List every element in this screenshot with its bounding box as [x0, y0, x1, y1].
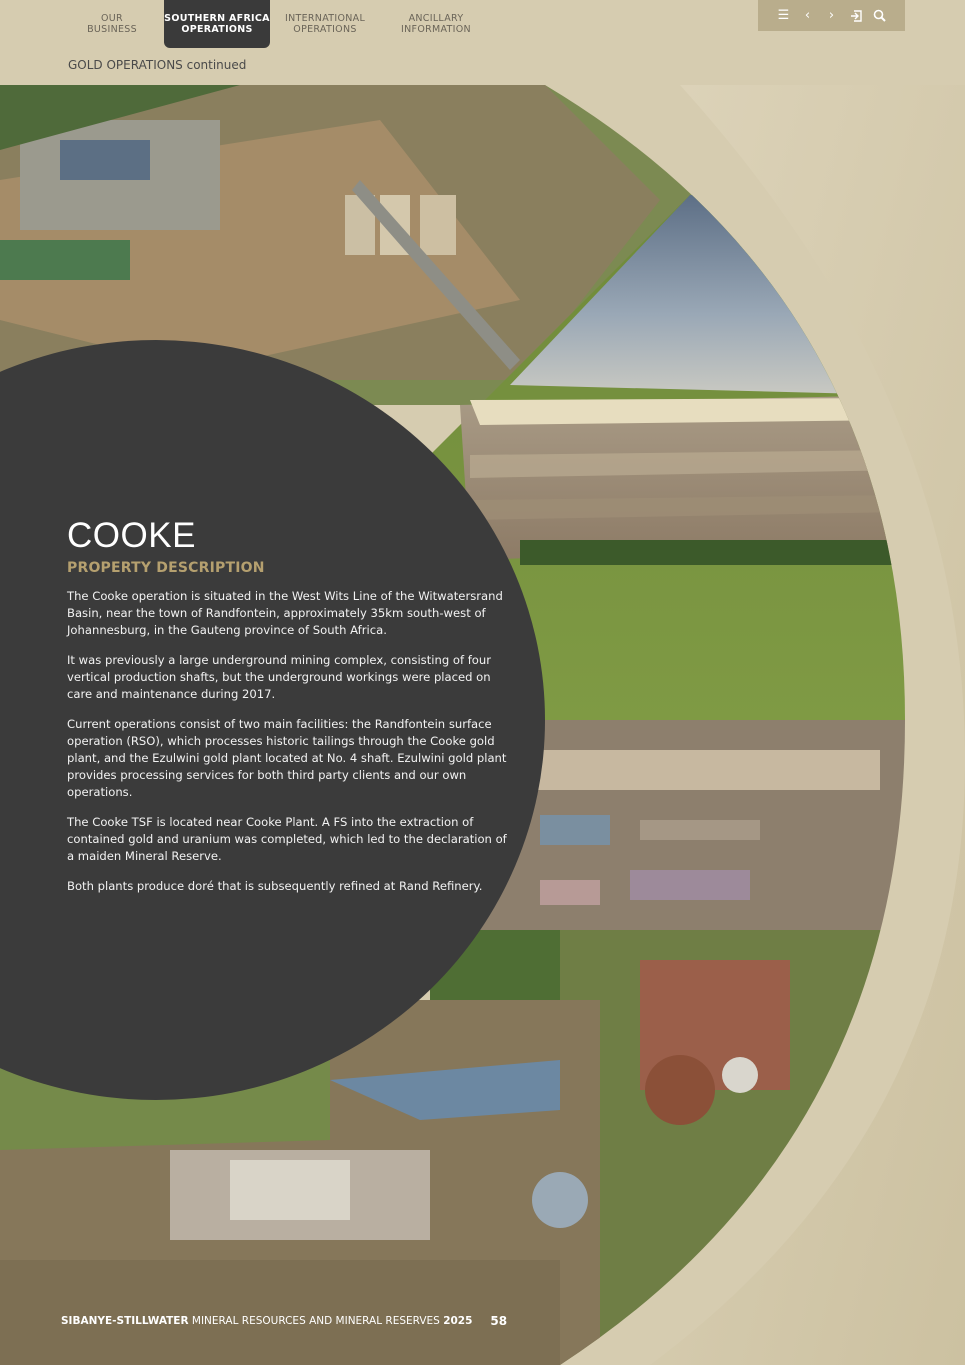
- tab-southern-africa-operations[interactable]: SOUTHERN AFRICA OPERATIONS: [164, 0, 270, 48]
- tab-ancillary-information[interactable]: ANCILLARY INFORMATION: [401, 13, 471, 35]
- content-block: [67, 516, 507, 908]
- menu-icon[interactable]: ☰: [777, 7, 790, 23]
- section-label: GOLD OPERATIONS continued: [68, 58, 247, 72]
- top-nav: [60, 0, 492, 50]
- paragraph: The Cooke TSF is located near Cooke Plant. A FS into the extraction of contained gold and uranium was completed, which led to the declaration of a maiden Mineral Reserve.: [67, 815, 507, 863]
- paragraph: The Cooke operation is situated in the West Wits Line of the Witwatersrand Basin, near the town of Randfontein, approximately 35km south-west of Johannesburg, in the Gauteng province of South Africa.: [67, 589, 503, 637]
- footer-doc-title: MINERAL RESOURCES AND MINERAL RESERVES: [188, 1315, 444, 1327]
- back-icon[interactable]: [849, 9, 863, 23]
- page-number: 58: [490, 1314, 508, 1328]
- footer-brand: SIBANYE-STILLWATER: [61, 1315, 189, 1327]
- paragraph: It was previously a large underground mining complex, consisting of four vertical production shafts, but the underground workings were placed on care and maintenance during 2017.: [67, 653, 492, 701]
- chevron-right-icon[interactable]: ›: [828, 7, 835, 23]
- section-subtitle: PROPERTY DESCRIPTION: [67, 560, 265, 576]
- page-title: COOKE: [67, 516, 196, 555]
- tab-our-business[interactable]: OUR BUSINESS: [87, 13, 137, 35]
- tab-international-operations[interactable]: INTERNATIONAL OPERATIONS: [284, 13, 366, 35]
- footer-year: 2025: [443, 1315, 473, 1327]
- paragraph: Current operations consist of two main facilities: the Randfontein surface operation (RSO), which processes historic tailings through the Cooke gold plant, and the Ezulwini gold plant located at No. 4 shaft. Ezulwini gold plant provides processing services for both third party clients and our own operations.: [67, 717, 507, 799]
- toolbar: [758, 0, 905, 31]
- chevron-left-icon[interactable]: ‹: [804, 7, 811, 23]
- footer: [61, 1314, 507, 1328]
- paragraph: Both plants produce doré that is subsequently refined at Rand Refinery.: [67, 879, 483, 893]
- search-icon[interactable]: [873, 9, 887, 23]
